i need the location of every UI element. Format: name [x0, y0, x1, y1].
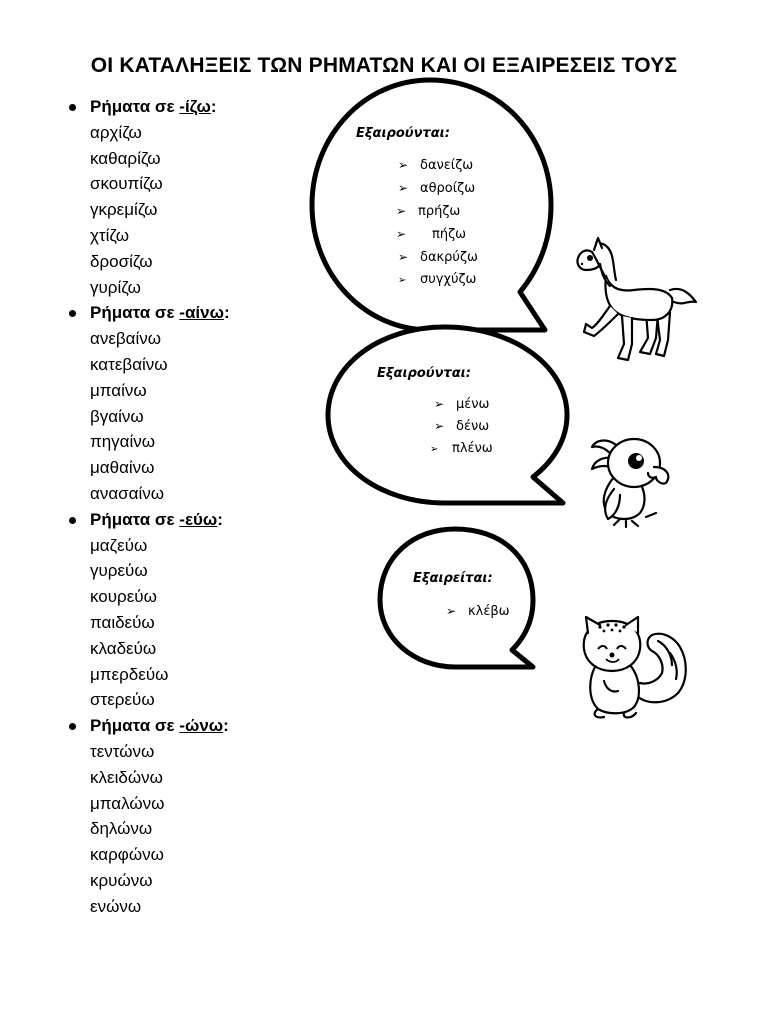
exception-item: ➢ δένω	[434, 419, 490, 434]
verb-word: γκρεμίζω	[90, 200, 158, 220]
verb-word: χτίζω	[90, 225, 130, 245]
verb-word: βγαίνω	[90, 406, 144, 426]
verb-word: κλαδεύω	[90, 638, 157, 658]
parrot-icon	[586, 433, 676, 529]
verb-word: πηγαίνω	[90, 432, 156, 452]
arrow-bullet-icon: ➢	[398, 275, 407, 286]
exception-item: ➢ πρήζω	[396, 204, 461, 219]
verb-word: κλειδώνω	[90, 767, 163, 787]
verb-word: ανασαίνω	[90, 483, 165, 503]
verb-word: κουρεύω	[90, 587, 157, 607]
verb-word: μαθαίνω	[90, 458, 155, 478]
arrow-bullet-icon: ➢	[396, 204, 407, 218]
verb-word: ανεβαίνω	[90, 329, 162, 349]
arrow-bullet-icon: ➢	[396, 227, 407, 241]
verb-word: μπαίνω	[90, 380, 147, 400]
arrow-bullet-icon: ➢	[434, 419, 445, 433]
verb-word: αρχίζω	[90, 122, 142, 142]
verb-word: δροσίζω	[90, 251, 153, 271]
verb-word: στερεύω	[90, 690, 155, 710]
verb-word: μπαλώνω	[90, 793, 165, 813]
arrow-bullet-icon: ➢	[398, 158, 409, 172]
group-heading: Ρήματα σε -ώνω:	[68, 713, 308, 739]
verb-word: καρφώνω	[90, 845, 164, 865]
bubble-label: Εξαιρούνται:	[377, 366, 471, 381]
exception-item: ➢ πλένω	[430, 441, 493, 456]
bubble-label: Εξαιρείται:	[413, 571, 493, 586]
verb-word: δηλώνω	[90, 819, 153, 839]
verb-word: γυρεύω	[90, 561, 148, 581]
arrow-bullet-icon: ➢	[398, 250, 409, 264]
verb-word: κατεβαίνω	[90, 354, 168, 374]
exception-item: ➢ κλέβω	[446, 604, 510, 619]
arrow-bullet-icon: ➢	[430, 444, 439, 455]
group-heading: Ρήματα σε -αίνω:	[68, 300, 308, 326]
arrow-bullet-icon: ➢	[434, 397, 445, 411]
verb-word: γυρίζω	[90, 277, 141, 297]
verb-word: κρυώνω	[90, 870, 153, 890]
exception-item: ➢ δακρύζω	[398, 250, 478, 265]
arrow-bullet-icon: ➢	[446, 604, 457, 618]
verb-word: μαζεύω	[90, 535, 148, 555]
exception-item: ➢ δανείζω	[398, 158, 474, 173]
page-title: ΟΙ ΚΑΤΑΛΗΞΕΙΣ ΤΩΝ ΡΗΜΑΤΩΝ ΚΑΙ ΟΙ ΕΞΑΙΡΕΣΕΙΣ ΤΟΥΣ	[90, 54, 678, 77]
speech-bubble-3	[380, 529, 533, 667]
group-heading: Ρήματα σε -εύω:	[68, 507, 308, 533]
exception-item: ➢ συγχύζω	[398, 272, 477, 287]
exception-item: ➢ αθροίζω	[398, 181, 476, 196]
verb-word: παιδεύω	[90, 612, 155, 632]
verb-word: μπερδεύω	[90, 664, 169, 684]
verb-word: τεντώνω	[90, 741, 155, 761]
group-heading: Ρήματα σε -ίζω:	[68, 94, 308, 120]
bubble-label: Εξαιρούνται:	[356, 126, 450, 141]
squirrel-icon	[576, 615, 692, 721]
verb-word: ενώνω	[90, 896, 142, 916]
exception-item: ➢ μένω	[434, 397, 490, 412]
verb-word: καθαρίζω	[90, 148, 161, 168]
horse-icon	[570, 228, 700, 376]
verb-word: σκουπίζω	[90, 174, 163, 194]
exception-item: ➢ πήζω	[396, 227, 467, 242]
speech-bubble-2	[328, 327, 567, 503]
arrow-bullet-icon: ➢	[398, 181, 409, 195]
